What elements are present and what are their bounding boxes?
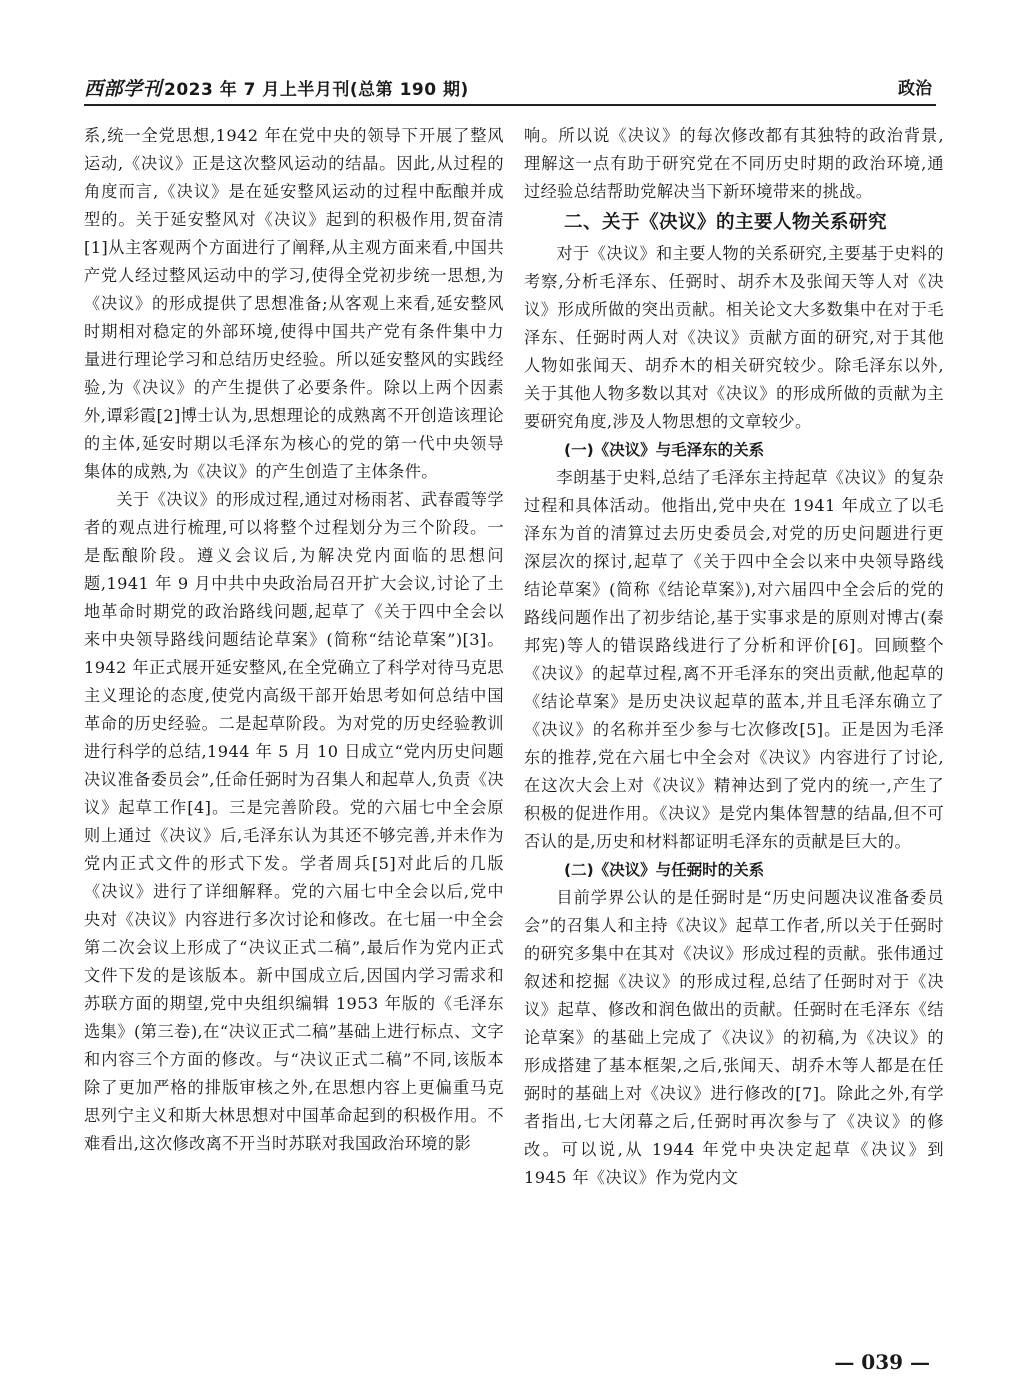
page-number: — 039 —: [834, 1350, 930, 1374]
right-paragraph-4: 目前学界公认的是任弼时是“历史问题决议准备委员会”的召集人和主持《决议》起草工作者,所以关于任弼时的研究多集中在其对《决议》形成过程的贡献。张伟通过叙述和挖掘《决议》的形成过程,总结了任弼时对于《决议》起草、修改和润色做出的贡献。任弼时在毛泽东《结论草案》的基础上完成了《决议》的初稿,为《决议》的形成搭建了基本框架,之后,张闻天、胡乔木等人都是在任弼时的基础上对《决议》进行修改的[7]。除此之外,有学者指出,七大闭幕之后,任弼时再次参与了《决议》的修改。可以说,从 1944 年党中央决定起草《决议》到 1945 年《决议》作为党内文: [524, 888, 944, 1187]
page-header: [84, 70, 936, 106]
left-column: [84, 122, 504, 1158]
section-label: 政治: [898, 79, 932, 99]
subsection-heading-2: (二)《决议》与任弼时的关系: [564, 861, 765, 879]
issue-info: 2023 年 7 月上半月刊(总第 190 期): [164, 80, 469, 100]
right-column: [524, 122, 944, 1192]
journal-logo: 西部学刊: [84, 78, 163, 100]
right-paragraph-1: 响。所以说《决议》的每次修改都有其独特的政治背景,理解这一点有助于研究党在不同历史时期的政治环境,通过经验总结帮助党解决当下新环境带来的挑战。: [524, 126, 944, 201]
section-heading: 二、关于《决议》的主要人物关系研究: [564, 212, 888, 233]
subsection-heading-1: (一)《决议》与毛泽东的关系: [564, 441, 765, 459]
right-paragraph-3: 李朗基于史料,总结了毛泽东主持起草《决议》的复杂过程和具体活动。他指出,党中央在 1941 年成立了以毛泽东为首的清算过去历史委员会,对党的历史问题进行更深层次的探讨,起草了《关于四中全会以来中央领导路线结论草案》(简称《结论草案》),对六届四中全会后的党的路线问题作出了初步结论,基于实事求是的原则对博古(秦邦宪)等人的错误路线进行了分析和评价[6]。回顾整个《决议》的起草过程,离不开毛泽东的突出贡献,他起草的《结论草案》是历史决议起草的蓝本,并且毛泽东确立了《决议》的名称并至少参与七次修改[5]。正是因为毛泽东的推荐,党在六届七中全会对《决议》内容进行了讨论,在这次大会上对《决议》精神达到了党内的统一,产生了积极的促进作用。《决议》是党内集体智慧的结晶,但不可否认的是,历史和材料都证明毛泽东的贡献是巨大的。: [524, 468, 944, 851]
left-paragraph-1: 系,统一全党思想,1942 年在党中央的领导下开展了整风运动,《决议》正是这次整风运动的结晶。因此,从过程的角度而言,《决议》是在延安整风运动的过程中酝酿并成型的。关于延安整风对《决议》起到的积极作用,贺奋清[1]从主客观两个方面进行了阐释,从主观方面来看,中国共产党人经过整风运动中的学习,使得全党初步统一思想,为《决议》的形成提供了思想准备;从客观上来看,延安整风时期相对稳定的外部环境,使得中国共产党有条件集中力量进行理论学习和总结历史经验。所以延安整风的实践经验,为《决议》的产生提供了必要条件。除以上两个因素外,谭彩霞[2]博士认为,思想理论的成熟离不开创造该理论的主体,延安时期以毛泽东为核心的党的第一代中央领导集体的成熟,为《决议》的产生创造了主体条件。: [84, 126, 504, 481]
header-journal-info: [84, 74, 469, 101]
left-paragraph-2: 关于《决议》的形成过程,通过对杨雨茗、武春霞等学者的观点进行梳理,可以将整个过程划分为三个阶段。一是酝酿阶段。遵义会议后,为解决党内面临的思想问题,1941 年 9 月中共中央政治局召开扩大会议,讨论了土地革命时期党的政治路线问题,起草了《关于四中全会以来中央领导路线问题结论草案》(简称“结论草案”)[3]。1942 年正式展开延安整风,在全党确立了科学对待马克思主义理论的态度,使党内高级干部开始思考如何总结中国革命的历史经验。二是起草阶段。为对党的历史经验教训进行科学的总结,1944 年 5 月 10 日成立“党内历史问题决议准备委员会”,任命任弼时为召集人和起草人,负责《决议》起草工作[4]。三是完善阶段。党的六届七中全会原则上通过《决议》后,毛泽东认为其还不够完善,并未作为党内正式文件的形式下发。学者周兵[5]对此后的几版《决议》进行了详细解释。党的六届七中全会以后,党中央对《决议》内容进行多次讨论和修改。在七届一中全会第二次会议上形成了“决议正式二稿”,最后作为党内正式文件下发的是该版本。新中国成立后,因国内学习需求和苏联方面的期望,党中央组织编辑 1953 年版的《毛泽东选集》(第三卷),在“决议正式二稿”基础上进行标点、文字和内容三个方面的修改。与“决议正式二稿”不同,该版本除了更加严格的排版审核之外,在思想内容上更偏重马克思列宁主义和斯大林思想对中国革命起到的积极作用。不难看出,这次修改离不开当时苏联对我国政治环境的影: [84, 490, 504, 1153]
right-paragraph-2: 对于《决议》和主要人物的关系研究,主要基于史料的考察,分析毛泽东、任弼时、胡乔木及张闻天等人对《决议》形成所做的突出贡献。相关论文大多数集中在对于毛泽东、任弼时两人对《决议》贡献方面的研究,对于其他人物如张闻天、胡乔木的相关研究较少。除毛泽东以外,关于其他人物多数以其对《决议》的形成所做的贡献为主要研究角度,涉及人物思想的文章较少。: [524, 244, 944, 431]
